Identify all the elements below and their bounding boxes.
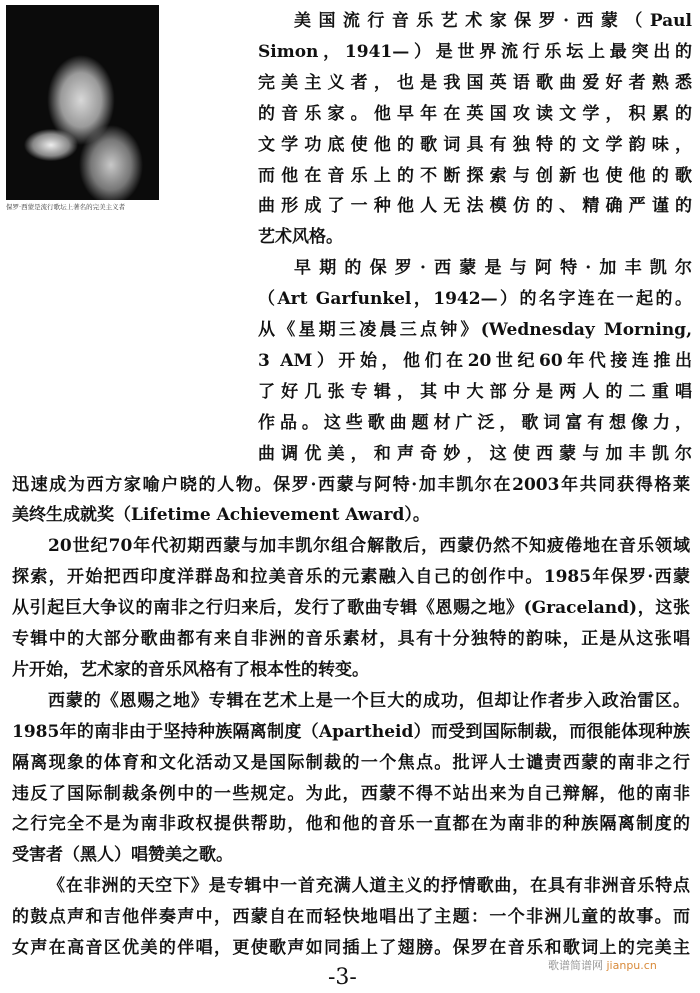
watermark [548, 957, 693, 973]
watermark-site: 歌谱简谱网 [548, 959, 603, 972]
text-line: 作品。这些歌曲题材广泛，歌词富有想像力， [258, 412, 692, 433]
text-line: 片开始，艺术家的音乐风格有了根本性的转变。 [12, 659, 369, 680]
text-line: 1985年的南非由于坚持种族隔离制度（Apartheid）而受到国际制裁，而很能体现种族 [12, 721, 690, 742]
text-line: 从引起巨大争议的南非之行归来后，发行了歌曲专辑《恩赐之地》(Graceland)，这张 [12, 598, 690, 619]
text-line: Simon，1941—）是世界流行乐坛上最突出的 [258, 41, 692, 62]
text-line: 探索，开始把西印度洋群岛和拉美音乐的元素融入自己的创作中。1985年保罗·西蒙 [12, 567, 690, 588]
text-line: 之行完全不是为南非政权提供帮助，他和他的音乐一直都在为南非的种族隔离制度的 [12, 814, 690, 835]
text-line: 艺术风格。 [258, 227, 343, 248]
text-line: 从《星期三凌晨三点钟》(Wednesday Morning, [258, 320, 692, 340]
text-line: 美终生成就奖（Lifetime Achievement Award）。 [12, 505, 430, 526]
watermark-url: jianpu.cn [606, 959, 657, 972]
text-line: （Art Garfunkel，1942—）的名字连在一起的。 [258, 289, 692, 310]
text-line: 20世纪70年代初期西蒙与加丰凯尔组合解散后，西蒙仍然不知疲倦地在音乐领域 [48, 536, 690, 557]
page-number: -3- [328, 965, 357, 990]
text-line: 隔离现象的体育和文化活动又是国际制裁的一个焦点。批评人士谴责西蒙的南非之行 [12, 752, 690, 773]
text-line: 美国流行音乐艺术家保罗·西蒙（Paul [294, 11, 692, 31]
text-line: 完美主义者，也是我国英语歌曲爱好者熟悉 [258, 72, 692, 93]
text-line: 违反了国际制裁条例中的一些规定。为此，西蒙不得不站出来为自己辩解，他的南非 [12, 783, 690, 804]
text-line: 迅速成为西方家喻户晓的人物。保罗·西蒙与阿特·加丰凯尔在2003年共同获得格莱 [12, 474, 690, 495]
text-line: 专辑中的大部分歌曲都有来自非洲的音乐素材，具有十分独特的韵味，正是从这张唱 [12, 629, 690, 649]
text-line: 的鼓点声和吉他伴奏声中，西蒙自在而轻快地唱出了主题：一个非洲儿童的故事。而 [12, 907, 690, 928]
text-line: 了好几张专辑，其中大部分是两人的二重唱 [258, 381, 692, 402]
portrait-photo [6, 5, 159, 200]
text-line: 女声在高音区优美的伴唱，更使歌声如同插上了翅膀。保罗在音乐和歌词上的完美主 [12, 938, 690, 958]
text-line: 文学功底使他的歌词具有独特的文学韵味， [258, 134, 692, 155]
text-line: 的音乐家。他早年在英国攻读文学，积累的 [258, 103, 692, 124]
text-line: 受害者（黑人）唱赞美之歌。 [12, 845, 233, 866]
text-line: 曲形成了一种他人无法模仿的、精确严谨的 [258, 196, 692, 217]
photo-caption: 保罗·西蒙是流行歌坛上著名的完美主义者 [6, 203, 126, 211]
text-line: 《在非洲的天空下》是专辑中一首充满人道主义的抒情歌曲，在具有非洲音乐特点 [48, 876, 690, 897]
text-line: 曲调优美，和声奇妙，这使西蒙与加丰凯尔 [258, 443, 692, 464]
text-line: 早期的保罗·西蒙是与阿特·加丰凯尔 [294, 258, 692, 279]
text-line: 3 AM）开始，他们在20世纪60年代接连推出 [258, 350, 692, 371]
text-line: 而他在音乐上的不断探索与创新也使他的歌 [258, 165, 692, 186]
text-line: 西蒙的《恩赐之地》专辑在艺术上是一个巨大的成功，但却让作者步入政治雷区。 [48, 690, 690, 711]
